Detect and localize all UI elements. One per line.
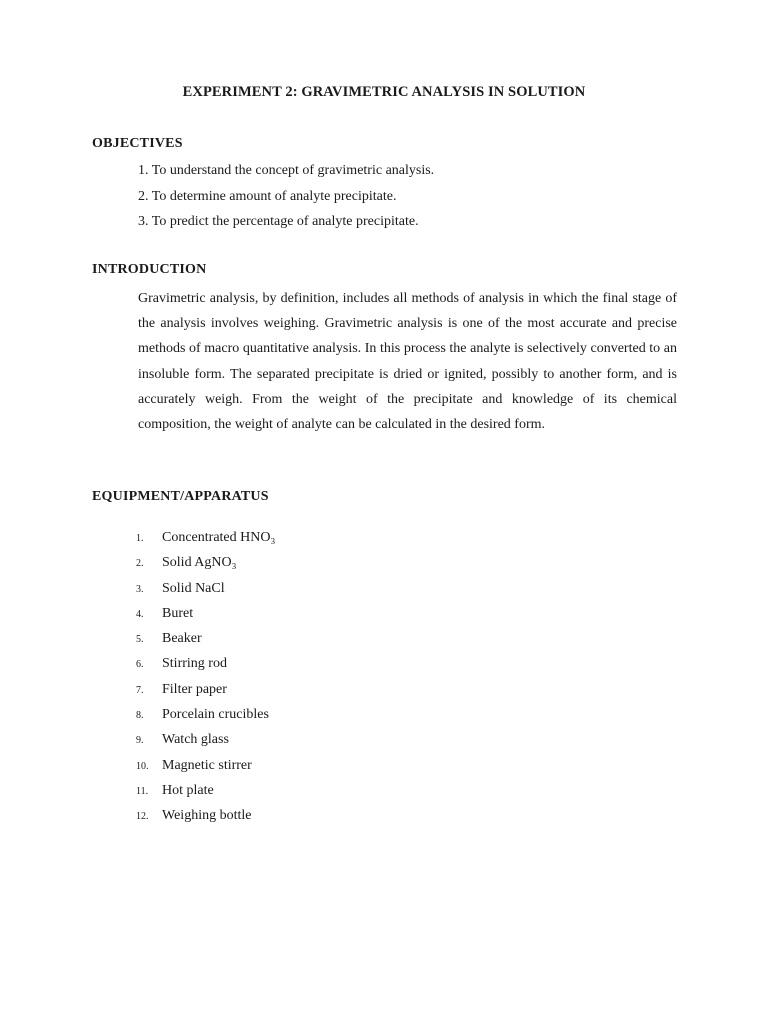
equipment-label: Hot plate bbox=[162, 782, 214, 798]
equipment-label: Porcelain crucibles bbox=[162, 707, 269, 723]
equipment-label: Stirring rod bbox=[162, 656, 227, 672]
equipment-item bbox=[136, 581, 275, 606]
equipment-item bbox=[136, 808, 275, 833]
equipment-label: Weighing bottle bbox=[162, 808, 252, 824]
equipment-heading: EQUIPMENT/APPARATUS bbox=[92, 489, 269, 504]
equipment-item bbox=[136, 707, 275, 732]
objectives-heading: OBJECTIVES bbox=[92, 136, 183, 151]
equipment-item bbox=[136, 555, 275, 580]
equipment-label: Solid AgNO₃ bbox=[162, 555, 237, 571]
equipment-item bbox=[136, 783, 275, 808]
equipment-item bbox=[136, 530, 275, 555]
list-number: 5. bbox=[136, 634, 144, 646]
equipment-item bbox=[136, 631, 275, 656]
list-number: 2. bbox=[136, 558, 144, 570]
equipment-item bbox=[136, 606, 275, 631]
list-number: 1. bbox=[136, 533, 144, 544]
equipment-label: Solid NaCl bbox=[162, 580, 225, 596]
equipment-item bbox=[136, 732, 275, 757]
objective-item: 3. To predict the percentage of analyte precipitate. bbox=[138, 214, 419, 229]
list-number: 10. bbox=[136, 760, 149, 772]
list-number: 11. bbox=[136, 785, 149, 797]
equipment-item bbox=[136, 656, 275, 681]
equipment-label: Buret bbox=[162, 605, 194, 621]
equipment-label: Beaker bbox=[162, 631, 202, 647]
document-title: EXPERIMENT 2: GRAVIMETRIC ANALYSIS IN SOLUTION bbox=[182, 84, 586, 100]
objective-item: 1. To understand the concept of gravimetric analysis. bbox=[138, 163, 435, 178]
list-number: 7. bbox=[136, 684, 144, 696]
list-number: 8. bbox=[136, 710, 144, 722]
equipment-item bbox=[136, 758, 275, 783]
introduction-paragraph: Gravimetric analysis, by definition, includes all methods of analysis in which the final stage of the analysis involves weighing. Gravimetric analysis is one of the most accurate and precise methods of macro quantitative analysis. In this process the analyte is selectively converted to an insoluble form. The separated precipitate is dried or ignited, possibly to another form, and is accurately weigh. From the weight of the precipitate and knowledge of its chemical composition, the weight of analyte can be calculated in the desired form. bbox=[138, 291, 677, 433]
list-number: 4. bbox=[136, 608, 144, 620]
list-number: 9. bbox=[136, 735, 144, 747]
equipment-label: Watch glass bbox=[162, 732, 229, 748]
equipment-label: Magnetic stirrer bbox=[162, 757, 252, 773]
equipment-list bbox=[136, 530, 275, 834]
objectives-list bbox=[138, 160, 434, 237]
equipment-item bbox=[136, 682, 275, 707]
equipment-label: Filter paper bbox=[162, 681, 227, 697]
equipment-label: Concentrated HNO₃ bbox=[162, 530, 276, 545]
list-number: 12. bbox=[136, 811, 149, 823]
list-number: 3. bbox=[136, 583, 144, 595]
list-number: 6. bbox=[136, 659, 144, 671]
introduction-heading: INTRODUCTION bbox=[92, 262, 207, 277]
objective-item: 2. To determine amount of analyte precipitate. bbox=[138, 188, 397, 204]
